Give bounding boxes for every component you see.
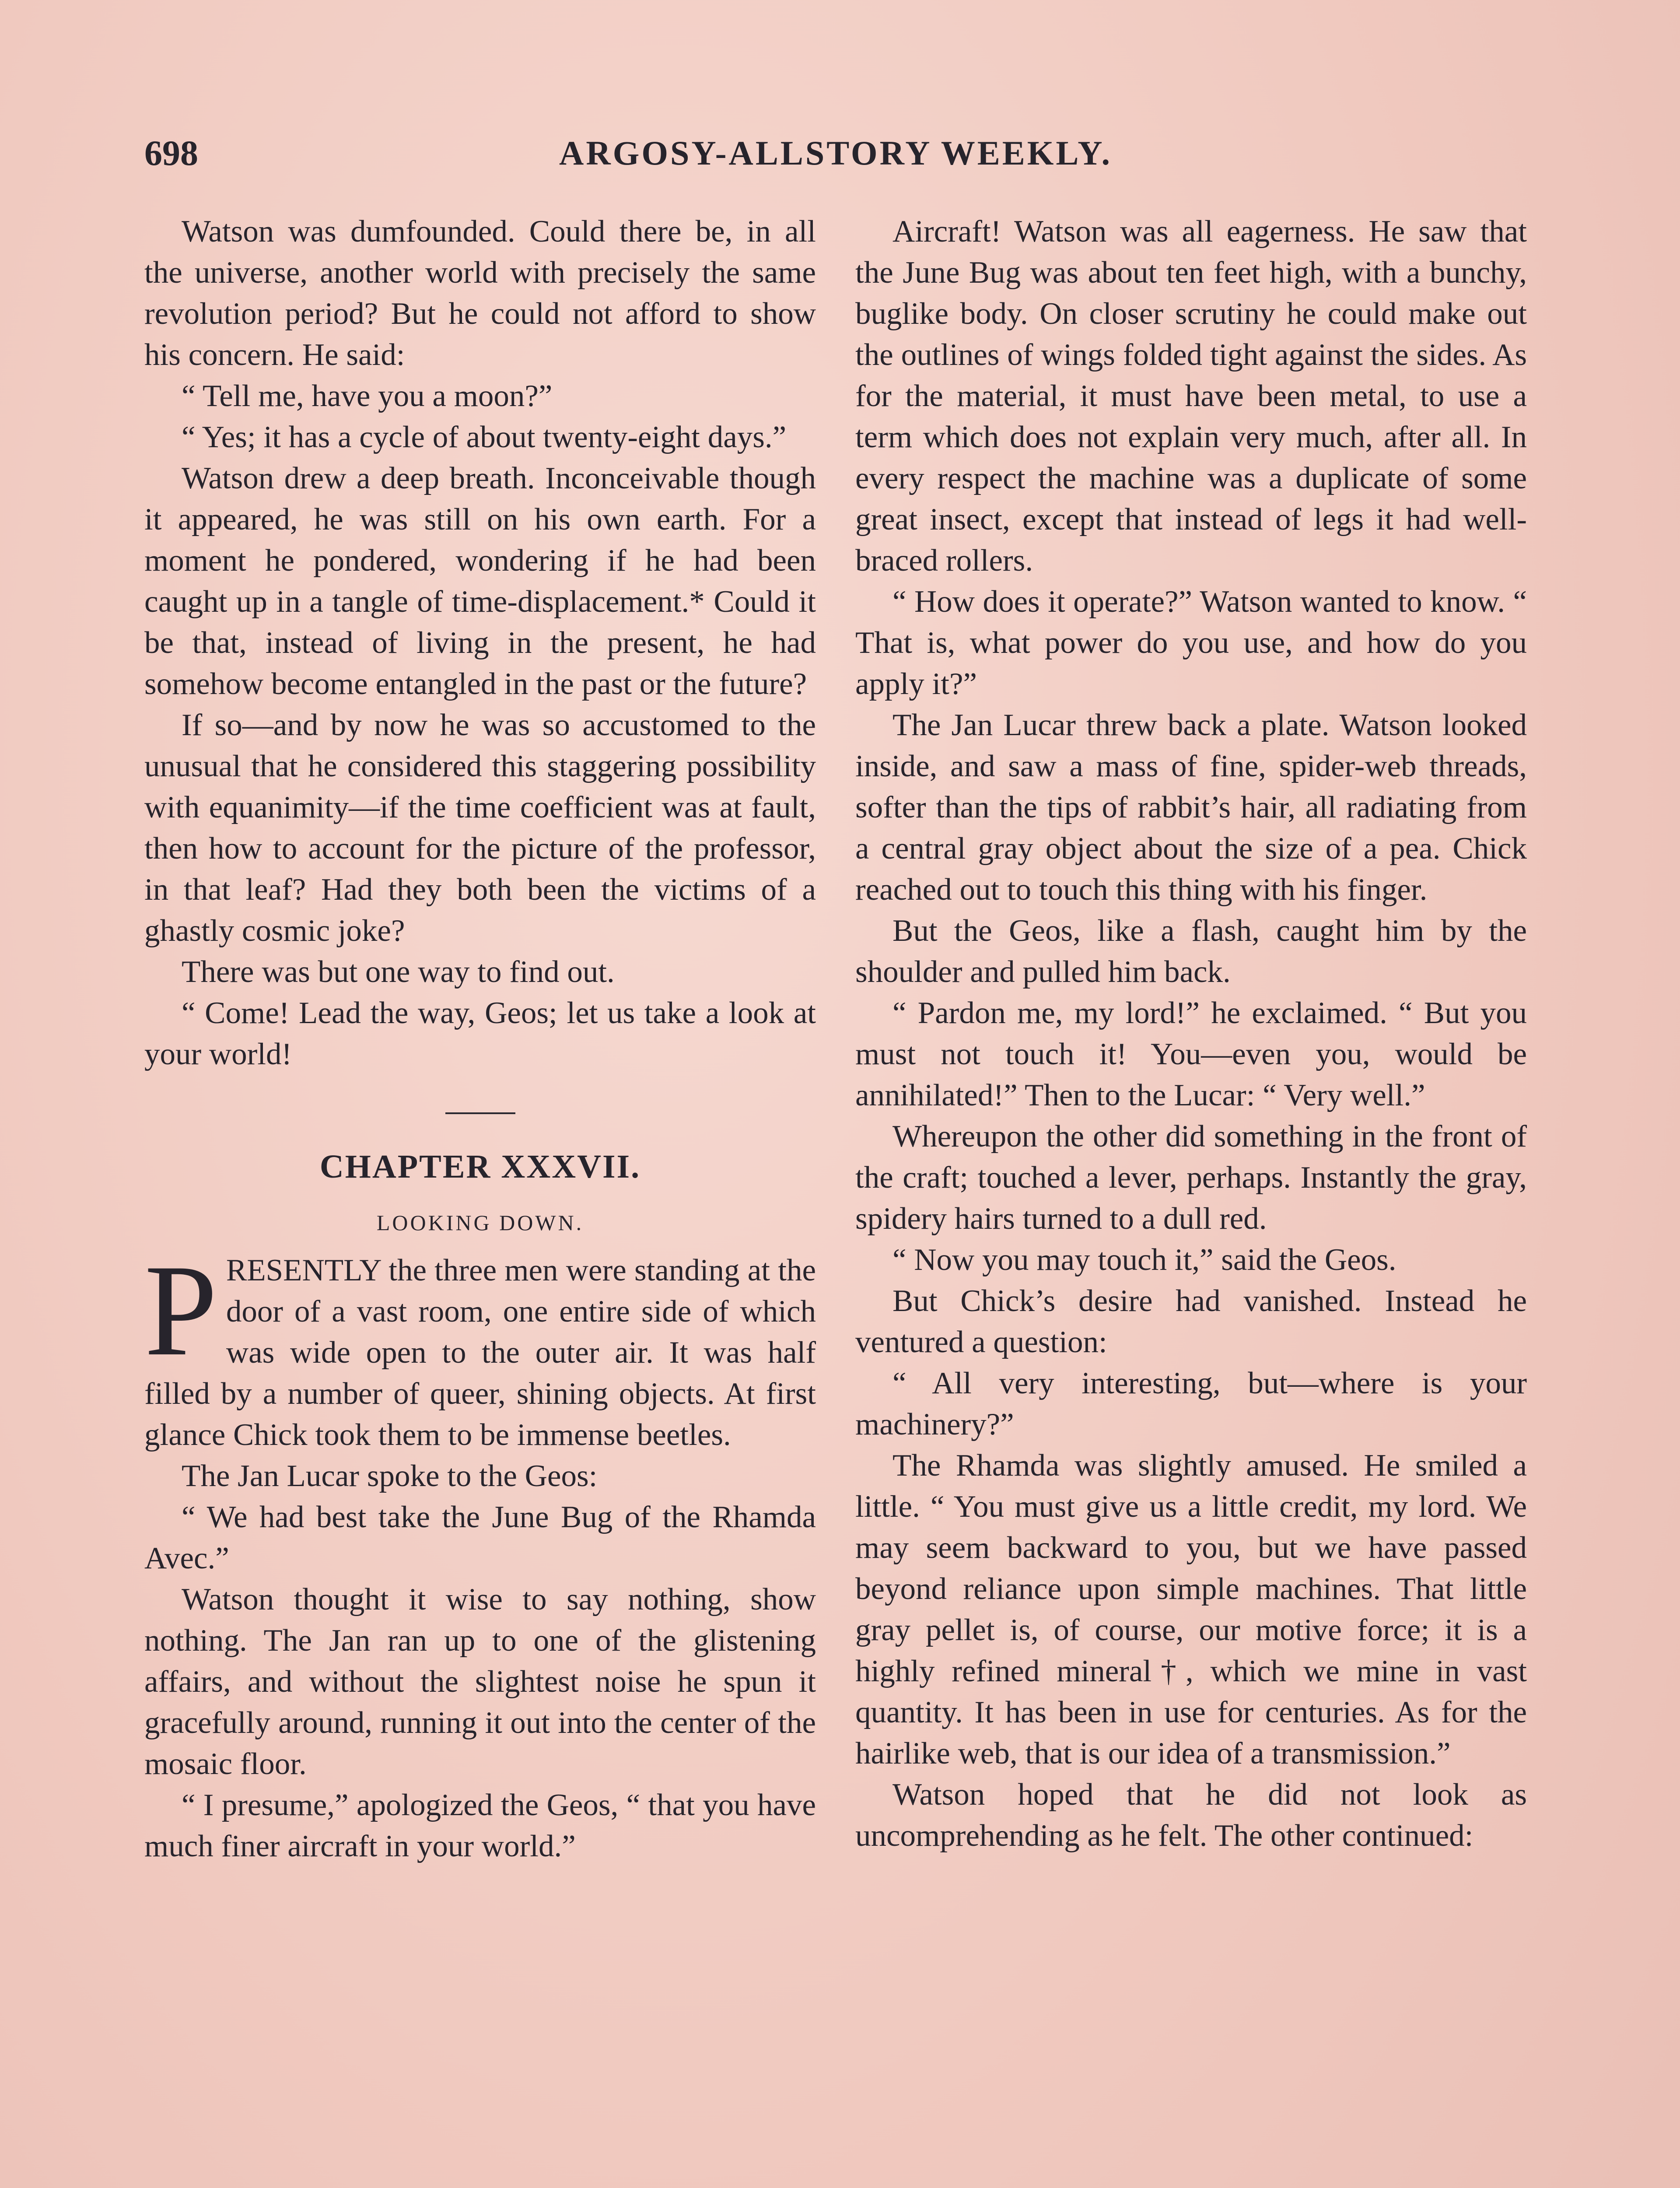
paragraph: “ All very interesting, but—where is your machinery?” [855,1366,1527,1441]
paragraph: “ I presume,” apologized the Geos, “ that you have much finer aircraft in your world.” [144,1788,816,1863]
chapter-title: CHAPTER XXXVII. [319,1148,641,1185]
paragraph: There was but one way to find out. [182,955,615,989]
paragraph: But the Geos, like a flash, caught him by the shoulder and pulled him back. [855,914,1527,989]
paragraph: “ Yes; it has a cycle of about twenty-eight days.” [182,420,787,454]
opening-paragraph [144,1238,816,1455]
paragraph: “ Come! Lead the way, Geos; let us take a look at your world! [144,996,816,1071]
paragraph: Watson drew a deep breath. Inconceivable though it appeared, he was still on his own earth. For a moment he pondered, wondering if he had been caught up in a tangle of time-displacement.* Could it be that, instead of living in the present, he had somehow become entangled in the past or the future? [144,461,816,701]
paragraph: Whereupon the other did something in the front of the craft; touched a lever, perhaps. Instantly the gray, spidery hairs turned to a dull red. [855,1119,1527,1236]
left-column [144,211,816,1867]
opening-paragraph-text: RESENTLY the three men were standing at the door of a vast room, one entire side of which was wide open to the outer air. It was half filled by a number of queer, shining objects. At first glance Chick took them to be immense beetles. [144,1253,816,1452]
paragraph: But Chick’s desire had vanished. Instead he ventured a question: [855,1284,1527,1359]
page-header [144,127,1527,179]
paragraph: Watson was dumfounded. Could there be, in all the universe, another world with precisely the same revolution period? But he could not afford to show his concern. He said: [144,214,816,372]
paragraph: “ Now you may touch it,” said the Geos. [892,1243,1396,1277]
paragraph: Watson thought it wise to say nothing, show nothing. The Jan ran up to one of the glistening affairs, and without the slightest noise he spun it gracefully around, running it out into the center of the mosaic floor. [144,1582,816,1781]
page-number: 698 [144,133,198,173]
paragraph: The Jan Lucar spoke to the Geos: [182,1459,598,1493]
paragraph: Aircraft! Watson was all eagerness. He saw that the June Bug was about ten feet high, with a bunchy, buglike body. On closer scrutiny he could make out the outlines of wings folded tight against the sides. As for the material, it must have been metal, to use a term which does not explain very much, after all. In every respect the machine was a duplicate of some great insect, except that instead of legs it had well-braced rollers. [855,214,1527,578]
paragraph: Watson hoped that he did not look as uncomprehending as he felt. The other continued: [855,1778,1527,1853]
paragraph: “ Tell me, have you a moon?” [182,379,553,413]
paragraph: The Jan Lucar threw back a plate. Watson looked inside, and saw a mass of fine, spider-web threads, softer than the tips of rabbit’s hair, all radiating from a central gray object about the size of a pea. Chick reached out to touch this thing with his finger. [855,708,1527,907]
paragraph: “ We had best take the June Bug of the Rhamda Avec.” [144,1500,816,1575]
paragraph: “ How does it operate?” Watson wanted to know. “ That is, what power do you use, and how do you apply it?” [855,585,1527,701]
section-divider [445,1112,515,1114]
right-column [855,211,1527,1856]
drop-cap: P [144,1238,217,1383]
paragraph: If so—and by now he was so accustomed to the unusual that he considered this staggering possibility with equanimity—if the time coefficient was at fault, then how to account for the picture of the professor, in that leaf? Had they both been the victims of a ghastly cosmic joke? [144,708,816,948]
chapter-subtitle: LOOKING DOWN. [376,1210,584,1235]
paragraph: “ Pardon me, my lord!” he exclaimed. “ But you must not touch it! You—even you, would be annihilated!” Then to the Lucar: “ Very well.” [855,996,1527,1112]
paragraph: The Rhamda was slightly amused. He smiled a little. “ You must give us a little credit, my lord. We may seem backward to you, but we have passed beyond reliance upon simple machines. That little gray pellet is, of course, our motive force; it is a highly refined mineral†, which we mine in vast quantity. It has been in use for centuries. As for the hairlike web, that is our idea of a transmission.” [855,1448,1527,1771]
running-head: ARGOSY-ALLSTORY WEEKLY. [559,134,1112,172]
